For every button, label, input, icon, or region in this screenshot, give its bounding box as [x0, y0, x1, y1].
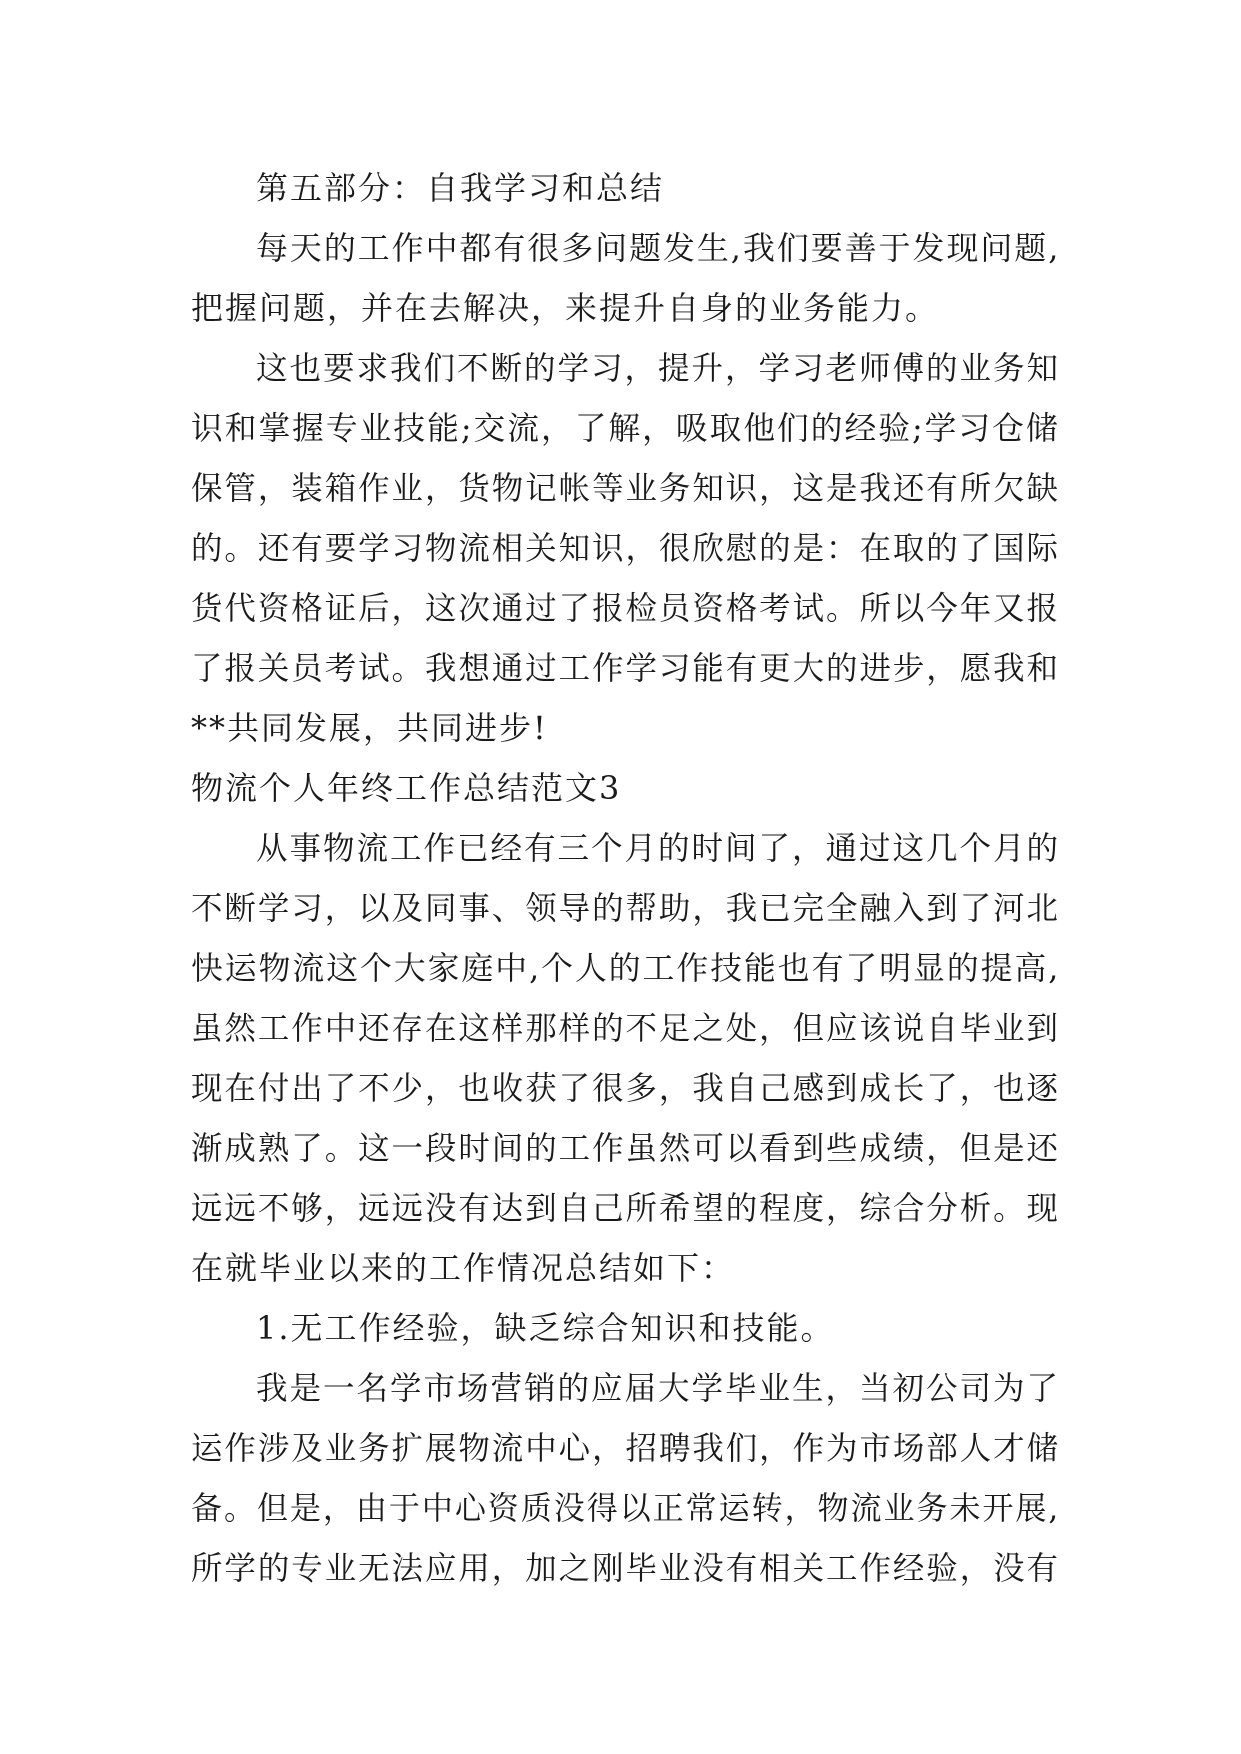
paragraph-line: 在就毕业以来的工作情况总结如下：: [191, 1249, 736, 1287]
paragraph-line: 了报关员考试。我想通过工作学习能有更大的进步，愿我和: [191, 649, 1060, 687]
paragraph-line: 保管，装箱作业，货物记帐等业务知识，这是我还有所欠缺: [191, 469, 1060, 507]
paragraph-line: 的。还有要学习物流相关知识，很欣慰的是：在取的了国际: [191, 529, 1060, 567]
paragraph-line: 不断学习，以及同事、领导的帮助，我已完全融入到了河北: [191, 889, 1060, 927]
paragraph-line: 所学的专业无法应用，加之刚毕业没有相关工作经验，没有: [191, 1549, 1060, 1587]
paragraph-line: 虽然工作中还存在这样那样的不足之处，但应该说自毕业到: [191, 1009, 1060, 1047]
paragraph-line: 快运物流这个大家庭中,个人的工作技能也有了明显的提高,: [191, 949, 1061, 987]
article-title: 物流个人年终工作总结范文3: [191, 769, 622, 807]
section-heading: 第五部分：自我学习和总结: [256, 169, 665, 207]
paragraph-line: 运作涉及业务扩展物流中心，招聘我们，作为市场部人才储: [191, 1429, 1060, 1467]
paragraph-line: 远远不够，远远没有达到自己所希望的程度，综合分析。现: [191, 1189, 1060, 1227]
paragraph-line: 这也要求我们不断的学习，提升，学习老师傅的业务知: [256, 349, 1061, 387]
numbered-item: 1.无工作经验，缺乏综合知识和技能。: [256, 1309, 835, 1347]
paragraph-line: 货代资格证后，这次通过了报检员资格考试。所以今年又报: [191, 589, 1060, 627]
paragraph-line: 识和掌握专业技能;交流，了解，吸取他们的经验;学习仓储: [191, 409, 1060, 447]
paragraph-line: 现在付出了不少，也收获了很多，我自己感到成长了，也逐: [191, 1069, 1060, 1107]
paragraph-line: 我是一名学市场营销的应届大学毕业生，当初公司为了: [256, 1369, 1061, 1407]
paragraph-line: 每天的工作中都有很多问题发生,我们要善于发现问题,: [256, 229, 1061, 267]
paragraph-line: 渐成熟了。这一段时间的工作虽然可以看到些成绩，但是还: [191, 1129, 1060, 1167]
paragraph-line: 备。但是，由于中心资质没得以正常运转，物流业务未开展,: [191, 1489, 1061, 1527]
paragraph-line: **共同发展，共同进步!: [191, 709, 548, 747]
paragraph-line: 从事物流工作已经有三个月的时间了，通过这几个月的: [256, 829, 1061, 867]
paragraph-line: 把握问题，并在去解决，来提升自身的业务能力。: [191, 289, 940, 327]
